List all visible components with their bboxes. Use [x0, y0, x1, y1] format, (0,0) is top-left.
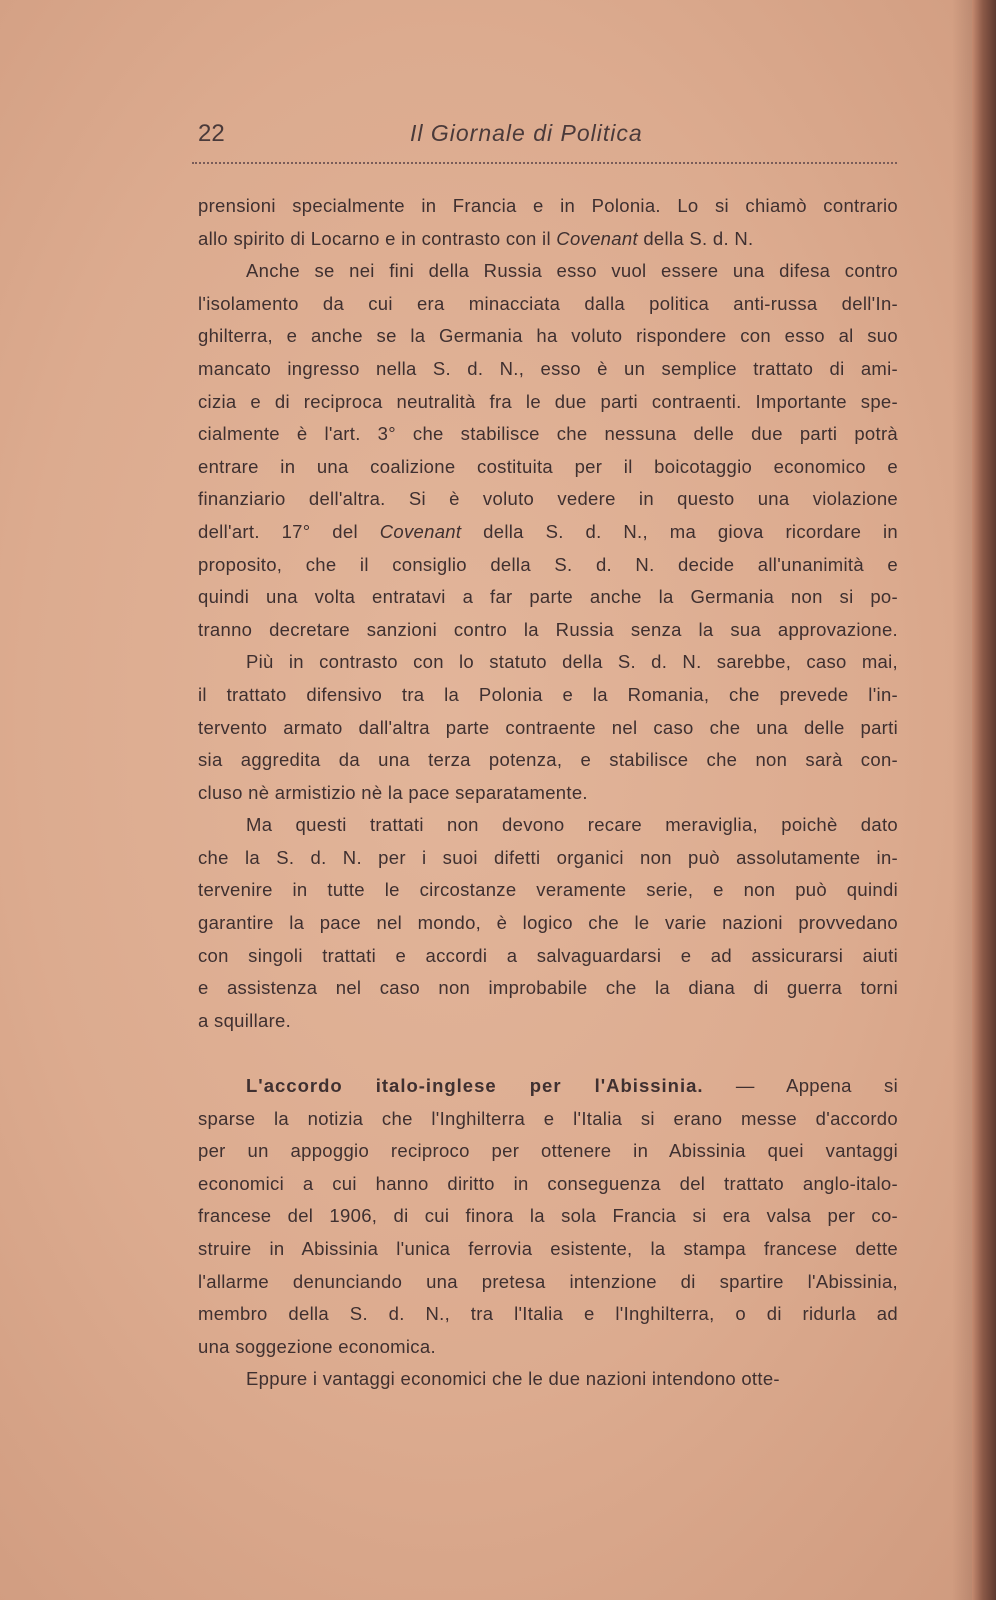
text-line: cialmente è l'art. 3° che stabilisce che nessuna delle due parti potrà [198, 423, 898, 445]
text-line: allo spirito di Locarno e in contrasto con il Covenant della S. d. N. [198, 227, 754, 249]
text-line: finanziario dell'altra. Si è voluto vedere in questo una violazione [198, 488, 898, 510]
text-line: sia aggredita da una terza potenza, e stabilisce che non sarà con- [198, 749, 898, 771]
text-line: quindi una volta entratavi a far parte anche la Germania non si po- [198, 586, 898, 608]
text-line: a squillare. [198, 1009, 292, 1031]
text-line: tranno decretare sanzioni contro la Russia senza la sua approvazione. [198, 618, 898, 640]
text-line: ghilterra, e anche se la Germania ha voluto rispondere con esso al suo [198, 325, 898, 347]
text-line: Ma questi trattati non devono recare meraviglia, poichè dato [246, 814, 898, 836]
text-line: entrare in una coalizione costituita per il boicotaggio economico e [198, 455, 898, 477]
text-line: sparse la notizia che l'Inghilterra e l'Italia si erano messe d'accordo [198, 1107, 898, 1129]
text-line: proposito, che il consiglio della S. d. N. decide all'unanimità e [198, 553, 898, 575]
text-line: con singoli trattati e accordi a salvaguardarsi e ad assicurarsi aiuti [198, 944, 898, 966]
text-line: il trattato difensivo tra la Polonia e la Romania, che prevede l'in- [198, 683, 898, 705]
text-line: tervenire in tutte le circostanze veramente serie, e non può quindi [198, 879, 898, 901]
text-line: prensioni specialmente in Francia e in Polonia. Lo si chiamò contrario [198, 195, 898, 216]
text-line: Più in contrasto con lo statuto della S. d. N. sarebbe, caso mai, [246, 651, 898, 673]
text-line: l'isolamento da cui era minacciata dalla politica anti-russa dell'In- [198, 292, 898, 314]
text-line: membro della S. d. N., tra l'Italia e l'Inghilterra, o di ridurla ad [198, 1303, 898, 1325]
text-line: economici a cui hanno diritto in conseguenza del trattato anglo-italo- [198, 1172, 898, 1194]
text-line: dell'art. 17° del Covenant della S. d. N., ma giova ricordare in [198, 520, 898, 542]
text-line: una soggezione economica. [198, 1335, 436, 1357]
header-dotted-rule [192, 162, 897, 164]
text-line: struire in Abissinia l'unica ferrovia esistente, la stampa francese dette [198, 1238, 898, 1259]
text-line: l'allarme denunciando una pretesa intenzione di spartire l'Abissinia, [198, 1270, 898, 1292]
text-line: che la S. d. N. per i suoi difetti organici non può assolutamente in- [198, 846, 898, 868]
page-edge-binding [972, 0, 996, 1600]
text-line: e assistenza nel caso non improbabile che la diana di guerra torni [198, 977, 898, 999]
text-line: per un appoggio reciproco per ottenere in Abissinia quei vantaggi [198, 1140, 898, 1162]
running-title: Il Giornale di Politica [410, 120, 643, 146]
section-gap [198, 1037, 898, 1070]
text-line: garantire la pace nel mondo, è logico che le varie nazioni provvedano [198, 912, 898, 934]
text-line: tervento armato dall'altra parte contraente nel caso che una delle parti [198, 716, 898, 738]
text-line: cizia e di reciproca neutralità fra le due parti contraenti. Importante spe- [198, 390, 898, 412]
article-body [198, 190, 898, 1396]
text-line: cluso nè armistizio nè la pace separatamente. [198, 781, 588, 803]
page-number: 22 [198, 120, 225, 147]
text-line: Eppure i vantaggi economici che le due nazioni intendono otte- [246, 1368, 780, 1390]
text-line: mancato ingresso nella S. d. N., esso è un semplice trattato di ami- [198, 357, 898, 379]
page-edge-shadow [952, 0, 972, 1600]
section-heading: L'accordo italo-inglese per l'Abissinia. [246, 1075, 704, 1097]
covenant-term: Covenant [556, 227, 638, 249]
page-header [198, 120, 898, 154]
text-line: francese del 1906, di cui finora la sola Francia si era valsa per co- [198, 1205, 898, 1227]
covenant-term: Covenant [379, 520, 462, 542]
text-line: Anche se nei fini della Russia esso vuol essere una difesa contro [246, 260, 898, 282]
text-line: L'accordo italo-inglese per l'Abissinia. — Appena si [246, 1075, 898, 1097]
